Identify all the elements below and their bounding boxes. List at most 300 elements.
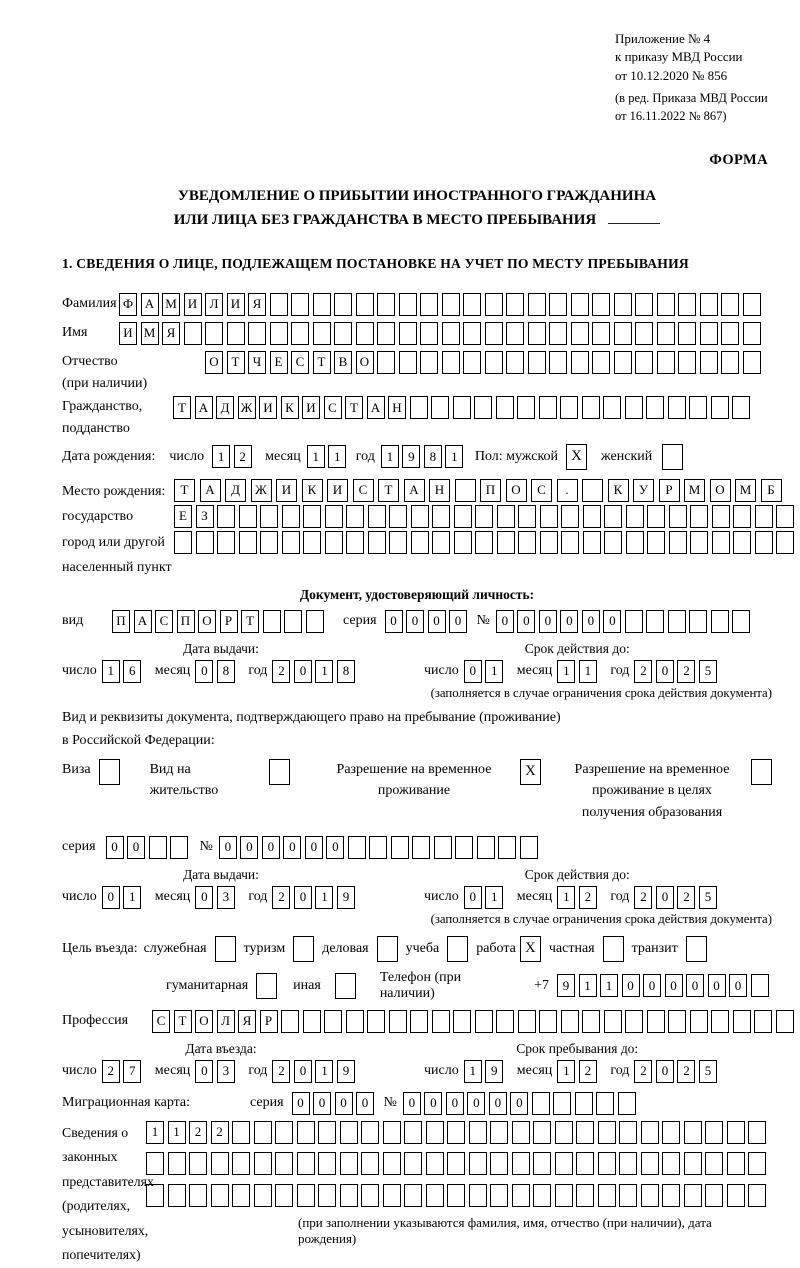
char-cell[interactable]: П [112, 610, 130, 633]
char-cell[interactable] [532, 1092, 550, 1115]
char-cell[interactable] [668, 396, 686, 419]
char-cell[interactable]: С [324, 396, 342, 419]
char-cell[interactable] [618, 1092, 636, 1115]
char-cell[interactable] [561, 531, 579, 554]
char-cell[interactable]: 1 [102, 660, 120, 683]
char-cell[interactable]: 0 [489, 1092, 507, 1115]
char-cell[interactable] [598, 1184, 616, 1207]
char-cell[interactable]: С [291, 351, 309, 374]
char-cell[interactable]: 0 [467, 1092, 485, 1115]
char-cell[interactable] [561, 1010, 579, 1033]
char-cell[interactable] [528, 322, 546, 345]
char-cell[interactable]: 1 [600, 974, 618, 997]
char-cell[interactable]: П [177, 610, 195, 633]
char-cell[interactable] [426, 1121, 444, 1144]
char-cell[interactable] [721, 322, 739, 345]
char-cell[interactable]: 1 [315, 886, 333, 909]
char-cell[interactable] [399, 293, 417, 316]
char-cell[interactable] [539, 396, 557, 419]
char-cell[interactable]: 2 [634, 1060, 652, 1083]
char-cell[interactable] [721, 351, 739, 374]
char-cell[interactable] [727, 1152, 745, 1175]
char-cell[interactable]: В [334, 351, 352, 374]
char-cell[interactable] [239, 531, 257, 554]
char-cell[interactable]: 1 [315, 1060, 333, 1083]
char-cell[interactable] [576, 1184, 594, 1207]
char-cell[interactable] [442, 351, 460, 374]
char-cell[interactable]: Т [173, 396, 191, 419]
official-checkbox[interactable] [215, 936, 236, 962]
char-cell[interactable]: 8 [217, 660, 235, 683]
char-cell[interactable]: Р [260, 1010, 278, 1033]
tourism-checkbox[interactable] [293, 936, 314, 962]
char-cell[interactable] [318, 1184, 336, 1207]
char-cell[interactable]: Ж [238, 396, 256, 419]
char-cell[interactable] [356, 293, 374, 316]
char-cell[interactable] [582, 396, 600, 419]
char-cell[interactable]: 0 [446, 1092, 464, 1115]
char-cell[interactable] [512, 1152, 530, 1175]
char-cell[interactable] [420, 322, 438, 345]
char-cell[interactable] [657, 293, 675, 316]
char-cell[interactable] [303, 505, 321, 528]
char-cell[interactable] [647, 1010, 665, 1033]
char-cell[interactable] [275, 1121, 293, 1144]
char-cell[interactable] [377, 322, 395, 345]
char-cell[interactable] [282, 505, 300, 528]
char-cell[interactable] [189, 1184, 207, 1207]
char-cell[interactable] [260, 505, 278, 528]
char-cell[interactable]: 5 [699, 660, 717, 683]
char-cell[interactable] [431, 396, 449, 419]
char-cell[interactable] [297, 1152, 315, 1175]
char-cell[interactable] [619, 1121, 637, 1144]
char-cell[interactable]: 0 [656, 1060, 674, 1083]
char-cell[interactable]: А [141, 293, 159, 316]
char-cell[interactable] [284, 610, 302, 633]
char-cell[interactable] [733, 1010, 751, 1033]
char-cell[interactable] [361, 1121, 379, 1144]
char-cell[interactable] [592, 293, 610, 316]
char-cell[interactable] [412, 836, 430, 859]
char-cell[interactable]: 1 [579, 974, 597, 997]
char-cell[interactable]: Р [220, 610, 238, 633]
char-cell[interactable] [346, 1010, 364, 1033]
char-cell[interactable]: Б [761, 479, 782, 502]
char-cell[interactable] [721, 293, 739, 316]
char-cell[interactable] [712, 505, 730, 528]
char-cell[interactable]: С [353, 479, 374, 502]
char-cell[interactable]: 0 [708, 974, 726, 997]
char-cell[interactable] [248, 322, 266, 345]
char-cell[interactable]: Т [241, 610, 259, 633]
char-cell[interactable]: 0 [385, 610, 403, 633]
work-checkbox[interactable]: X [520, 936, 541, 962]
char-cell[interactable]: 0 [464, 886, 482, 909]
char-cell[interactable] [705, 1152, 723, 1175]
char-cell[interactable]: . [557, 479, 578, 502]
char-cell[interactable] [453, 1010, 471, 1033]
char-cell[interactable] [528, 293, 546, 316]
char-cell[interactable] [700, 351, 718, 374]
char-cell[interactable]: 2 [677, 660, 695, 683]
char-cell[interactable] [282, 531, 300, 554]
char-cell[interactable]: 0 [106, 836, 124, 859]
char-cell[interactable]: 2 [189, 1121, 207, 1144]
char-cell[interactable]: О [506, 479, 527, 502]
char-cell[interactable]: Я [162, 322, 180, 345]
char-cell[interactable] [684, 1121, 702, 1144]
char-cell[interactable] [497, 505, 515, 528]
char-cell[interactable] [555, 1121, 573, 1144]
char-cell[interactable] [318, 1152, 336, 1175]
char-cell[interactable] [383, 1152, 401, 1175]
char-cell[interactable] [275, 1152, 293, 1175]
char-cell[interactable] [297, 1121, 315, 1144]
char-cell[interactable] [553, 1092, 571, 1115]
char-cell[interactable] [348, 836, 366, 859]
char-cell[interactable] [325, 505, 343, 528]
char-cell[interactable] [668, 610, 686, 633]
char-cell[interactable] [217, 531, 235, 554]
char-cell[interactable] [641, 1152, 659, 1175]
char-cell[interactable]: 0 [686, 974, 704, 997]
char-cell[interactable]: 0 [449, 610, 467, 633]
char-cell[interactable]: 2 [272, 1060, 290, 1083]
char-cell[interactable] [463, 351, 481, 374]
char-cell[interactable] [684, 1152, 702, 1175]
char-cell[interactable] [463, 293, 481, 316]
char-cell[interactable] [549, 293, 567, 316]
char-cell[interactable] [733, 531, 751, 554]
char-cell[interactable] [463, 322, 481, 345]
char-cell[interactable] [549, 322, 567, 345]
char-cell[interactable] [540, 505, 558, 528]
char-cell[interactable] [254, 1121, 272, 1144]
char-cell[interactable]: Я [248, 293, 266, 316]
char-cell[interactable] [356, 322, 374, 345]
char-cell[interactable] [743, 351, 761, 374]
char-cell[interactable] [635, 351, 653, 374]
char-cell[interactable] [549, 351, 567, 374]
char-cell[interactable] [404, 1121, 422, 1144]
char-cell[interactable] [453, 396, 471, 419]
char-cell[interactable] [455, 836, 473, 859]
char-cell[interactable]: 2 [677, 1060, 695, 1083]
char-cell[interactable] [211, 1152, 229, 1175]
char-cell[interactable]: И [184, 293, 202, 316]
char-cell[interactable] [469, 1121, 487, 1144]
char-cell[interactable]: 2 [272, 660, 290, 683]
char-cell[interactable] [732, 610, 750, 633]
char-cell[interactable] [506, 293, 524, 316]
char-cell[interactable]: О [205, 351, 223, 374]
char-cell[interactable] [254, 1152, 272, 1175]
business-checkbox[interactable] [377, 936, 398, 962]
char-cell[interactable] [625, 610, 643, 633]
char-cell[interactable] [668, 1010, 686, 1033]
char-cell[interactable] [662, 1152, 680, 1175]
char-cell[interactable] [270, 322, 288, 345]
char-cell[interactable]: Ф [119, 293, 137, 316]
char-cell[interactable]: 9 [402, 445, 420, 468]
char-cell[interactable]: И [119, 322, 137, 345]
char-cell[interactable] [690, 531, 708, 554]
char-cell[interactable] [447, 1184, 465, 1207]
char-cell[interactable] [454, 531, 472, 554]
char-cell[interactable] [232, 1184, 250, 1207]
char-cell[interactable] [748, 1184, 766, 1207]
char-cell[interactable] [592, 351, 610, 374]
char-cell[interactable] [662, 1184, 680, 1207]
char-cell[interactable] [690, 1010, 708, 1033]
char-cell[interactable] [410, 396, 428, 419]
char-cell[interactable]: Ж [251, 479, 272, 502]
char-cell[interactable] [604, 531, 622, 554]
char-cell[interactable]: 5 [699, 886, 717, 909]
char-cell[interactable] [743, 322, 761, 345]
char-cell[interactable]: 0 [424, 1092, 442, 1115]
char-cell[interactable]: 6 [123, 660, 141, 683]
char-cell[interactable]: О [710, 479, 731, 502]
char-cell[interactable] [275, 1184, 293, 1207]
char-cell[interactable] [389, 1010, 407, 1033]
gender-female-checkbox[interactable] [662, 444, 683, 470]
char-cell[interactable] [389, 505, 407, 528]
char-cell[interactable]: 1 [123, 886, 141, 909]
char-cell[interactable] [625, 1010, 643, 1033]
char-cell[interactable]: 0 [496, 610, 514, 633]
char-cell[interactable] [598, 1152, 616, 1175]
char-cell[interactable]: 1 [168, 1121, 186, 1144]
char-cell[interactable]: 1 [328, 445, 346, 468]
char-cell[interactable] [239, 505, 257, 528]
char-cell[interactable] [733, 505, 751, 528]
char-cell[interactable] [174, 531, 192, 554]
char-cell[interactable]: 9 [485, 1060, 503, 1083]
char-cell[interactable] [571, 322, 589, 345]
char-cell[interactable] [533, 1121, 551, 1144]
char-cell[interactable] [540, 531, 558, 554]
char-cell[interactable] [517, 396, 535, 419]
char-cell[interactable] [498, 836, 516, 859]
char-cell[interactable] [583, 505, 601, 528]
char-cell[interactable]: 1 [485, 886, 503, 909]
char-cell[interactable] [490, 1184, 508, 1207]
char-cell[interactable]: 0 [127, 836, 145, 859]
char-cell[interactable]: 2 [211, 1121, 229, 1144]
char-cell[interactable]: 0 [643, 974, 661, 997]
char-cell[interactable] [533, 1184, 551, 1207]
char-cell[interactable]: 0 [240, 836, 258, 859]
char-cell[interactable] [411, 531, 429, 554]
char-cell[interactable] [678, 322, 696, 345]
char-cell[interactable] [646, 610, 664, 633]
char-cell[interactable]: 2 [634, 886, 652, 909]
char-cell[interactable]: С [531, 479, 552, 502]
char-cell[interactable] [576, 1152, 594, 1175]
char-cell[interactable] [447, 1121, 465, 1144]
residence-permit-checkbox[interactable] [269, 759, 290, 785]
char-cell[interactable]: 0 [539, 610, 557, 633]
char-cell[interactable]: 1 [557, 660, 575, 683]
char-cell[interactable] [641, 1184, 659, 1207]
char-cell[interactable] [270, 293, 288, 316]
char-cell[interactable] [291, 322, 309, 345]
char-cell[interactable]: 5 [699, 1060, 717, 1083]
char-cell[interactable]: 3 [217, 886, 235, 909]
char-cell[interactable]: 1 [557, 886, 575, 909]
char-cell[interactable] [603, 396, 621, 419]
char-cell[interactable]: 0 [102, 886, 120, 909]
char-cell[interactable]: М [684, 479, 705, 502]
char-cell[interactable]: 0 [292, 1092, 310, 1115]
char-cell[interactable] [426, 1184, 444, 1207]
char-cell[interactable]: 0 [464, 660, 482, 683]
char-cell[interactable] [518, 1010, 536, 1033]
char-cell[interactable] [263, 610, 281, 633]
char-cell[interactable] [475, 1010, 493, 1033]
char-cell[interactable] [340, 1184, 358, 1207]
char-cell[interactable] [520, 836, 538, 859]
char-cell[interactable]: Т [313, 351, 331, 374]
char-cell[interactable] [485, 351, 503, 374]
char-cell[interactable] [399, 351, 417, 374]
char-cell[interactable] [485, 293, 503, 316]
char-cell[interactable] [700, 293, 718, 316]
char-cell[interactable] [755, 531, 773, 554]
char-cell[interactable] [748, 1121, 766, 1144]
char-cell[interactable]: 2 [102, 1060, 120, 1083]
char-cell[interactable] [751, 974, 769, 997]
char-cell[interactable] [689, 610, 707, 633]
char-cell[interactable]: 0 [356, 1092, 374, 1115]
char-cell[interactable]: Н [429, 479, 450, 502]
char-cell[interactable]: 0 [622, 974, 640, 997]
char-cell[interactable] [539, 1010, 557, 1033]
char-cell[interactable] [377, 293, 395, 316]
char-cell[interactable] [497, 531, 515, 554]
char-cell[interactable]: К [281, 396, 299, 419]
char-cell[interactable] [518, 531, 536, 554]
char-cell[interactable]: З [196, 505, 214, 528]
private-checkbox[interactable] [603, 936, 624, 962]
char-cell[interactable] [647, 505, 665, 528]
char-cell[interactable] [217, 505, 235, 528]
char-cell[interactable]: И [302, 396, 320, 419]
char-cell[interactable] [334, 293, 352, 316]
char-cell[interactable] [592, 322, 610, 345]
char-cell[interactable] [705, 1121, 723, 1144]
char-cell[interactable] [690, 505, 708, 528]
char-cell[interactable] [614, 351, 632, 374]
char-cell[interactable]: 2 [234, 445, 252, 468]
char-cell[interactable]: И [259, 396, 277, 419]
char-cell[interactable] [662, 1121, 680, 1144]
char-cell[interactable] [669, 531, 687, 554]
char-cell[interactable]: А [367, 396, 385, 419]
char-cell[interactable] [626, 505, 644, 528]
char-cell[interactable]: М [735, 479, 756, 502]
char-cell[interactable]: 0 [305, 836, 323, 859]
char-cell[interactable] [325, 531, 343, 554]
other-checkbox[interactable] [335, 973, 356, 999]
char-cell[interactable] [506, 351, 524, 374]
char-cell[interactable] [389, 531, 407, 554]
char-cell[interactable] [776, 505, 794, 528]
char-cell[interactable] [260, 531, 278, 554]
char-cell[interactable]: 0 [406, 610, 424, 633]
char-cell[interactable] [254, 1184, 272, 1207]
char-cell[interactable] [727, 1121, 745, 1144]
char-cell[interactable]: 0 [656, 660, 674, 683]
char-cell[interactable]: 1 [307, 445, 325, 468]
char-cell[interactable] [712, 531, 730, 554]
char-cell[interactable]: 0 [665, 974, 683, 997]
char-cell[interactable]: 0 [560, 610, 578, 633]
char-cell[interactable]: Т [345, 396, 363, 419]
char-cell[interactable] [368, 505, 386, 528]
char-cell[interactable] [420, 351, 438, 374]
char-cell[interactable] [404, 1184, 422, 1207]
char-cell[interactable]: Я [238, 1010, 256, 1033]
char-cell[interactable] [454, 505, 472, 528]
char-cell[interactable]: 2 [272, 886, 290, 909]
char-cell[interactable]: 9 [337, 886, 355, 909]
char-cell[interactable] [369, 836, 387, 859]
char-cell[interactable]: 0 [428, 610, 446, 633]
char-cell[interactable]: А [404, 479, 425, 502]
char-cell[interactable] [705, 1184, 723, 1207]
char-cell[interactable] [582, 479, 603, 502]
char-cell[interactable] [281, 1010, 299, 1033]
char-cell[interactable] [184, 322, 202, 345]
char-cell[interactable]: 0 [313, 1092, 331, 1115]
char-cell[interactable] [474, 396, 492, 419]
char-cell[interactable] [743, 293, 761, 316]
char-cell[interactable]: 1 [445, 445, 463, 468]
char-cell[interactable] [576, 1121, 594, 1144]
char-cell[interactable] [346, 505, 364, 528]
char-cell[interactable] [619, 1152, 637, 1175]
char-cell[interactable]: А [134, 610, 152, 633]
char-cell[interactable]: Т [174, 479, 195, 502]
char-cell[interactable] [748, 1152, 766, 1175]
char-cell[interactable]: У [633, 479, 654, 502]
char-cell[interactable] [657, 322, 675, 345]
char-cell[interactable] [205, 322, 223, 345]
char-cell[interactable] [490, 1121, 508, 1144]
char-cell[interactable] [189, 1152, 207, 1175]
char-cell[interactable]: 1 [464, 1060, 482, 1083]
char-cell[interactable] [689, 396, 707, 419]
char-cell[interactable]: 2 [634, 660, 652, 683]
char-cell[interactable]: 1 [146, 1121, 164, 1144]
char-cell[interactable] [604, 505, 622, 528]
char-cell[interactable] [518, 505, 536, 528]
char-cell[interactable] [367, 1010, 385, 1033]
char-cell[interactable]: О [198, 610, 216, 633]
char-cell[interactable] [232, 1152, 250, 1175]
char-cell[interactable] [475, 505, 493, 528]
char-cell[interactable]: 1 [212, 445, 230, 468]
char-cell[interactable]: С [152, 1010, 170, 1033]
char-cell[interactable] [635, 322, 653, 345]
char-cell[interactable] [313, 322, 331, 345]
char-cell[interactable] [291, 293, 309, 316]
char-cell[interactable] [232, 1121, 250, 1144]
char-cell[interactable] [306, 610, 324, 633]
